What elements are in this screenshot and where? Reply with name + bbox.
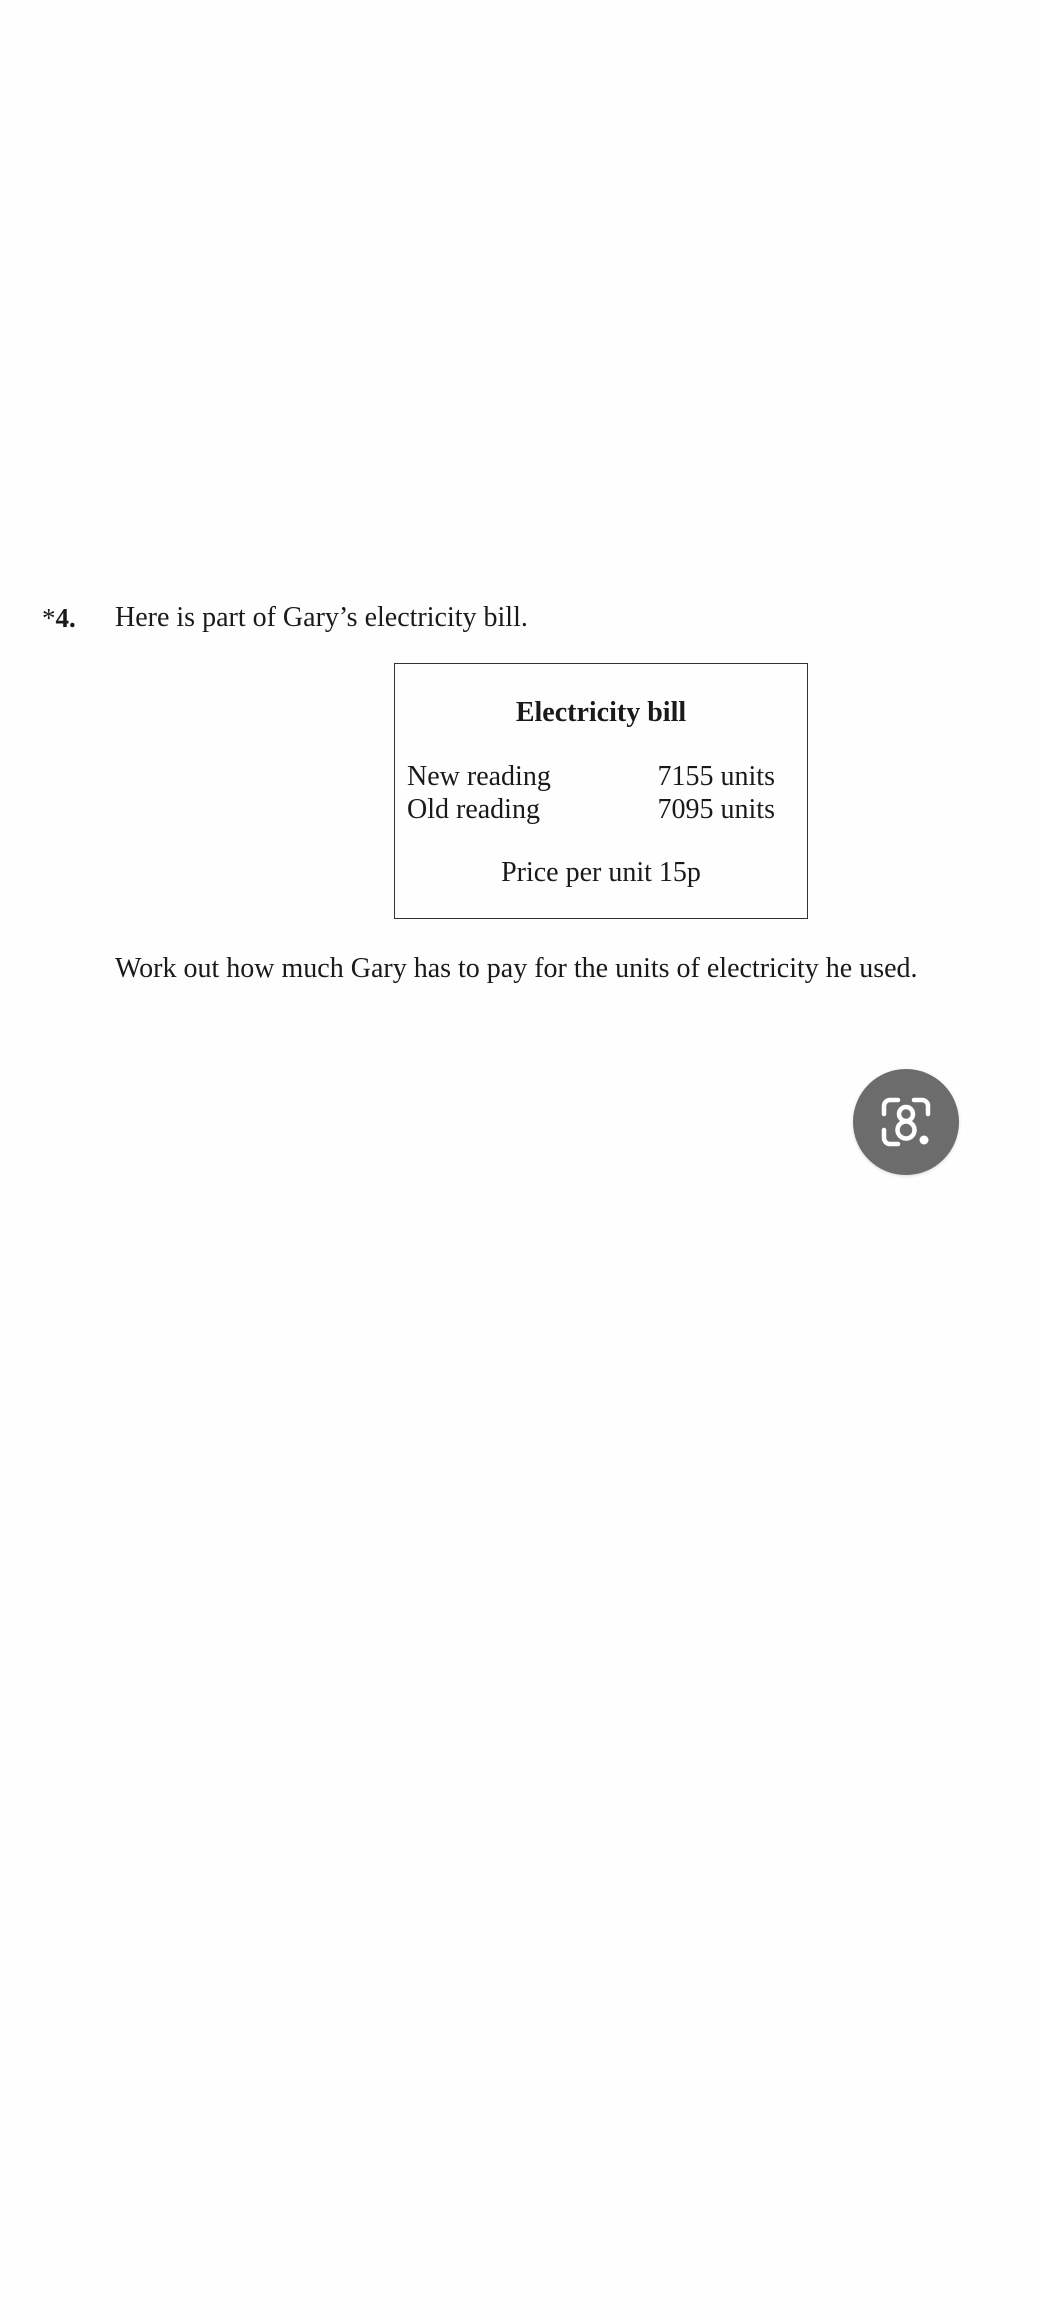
question-task: Work out how much Gary has to pay for the units of electricity he used. (115, 953, 918, 984)
lens-scan-icon (874, 1090, 938, 1154)
lens-search-button[interactable] (853, 1069, 959, 1175)
question-intro: Here is part of Gary’s electricity bill. (115, 602, 528, 633)
electricity-bill-box (394, 663, 808, 919)
bill-row-label: Old reading (407, 794, 540, 825)
bill-price-per-unit: Price per unit 15p (501, 857, 701, 888)
question-star: * (42, 603, 56, 633)
bill-row-value: 7155 units (657, 761, 775, 792)
question-number-label: 4. (55, 603, 76, 633)
bill-title: Electricity bill (515, 697, 687, 728)
bill-row-label: New reading (407, 761, 551, 792)
bill-row-value: 7095 units (657, 794, 775, 825)
question-number (42, 601, 76, 635)
